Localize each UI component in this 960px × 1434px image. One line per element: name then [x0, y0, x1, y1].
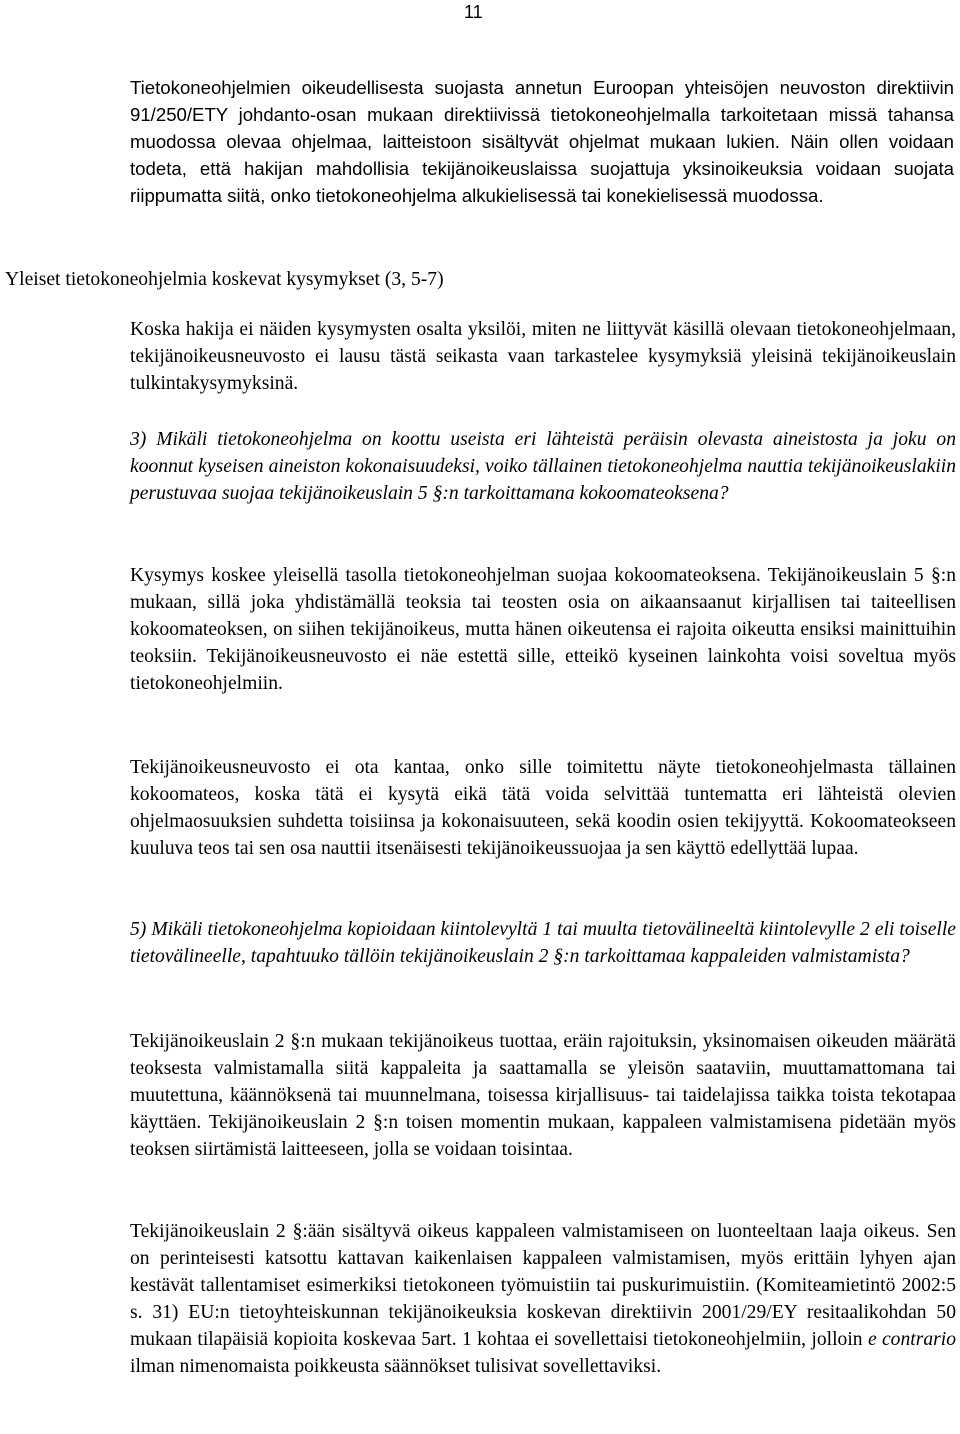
- question-5: 5) Mikäli tietokoneohjelma kopioidaan kiintolevyltä 1 tai muulta tietovälineeltä kiintolevylle 2 eli toiselle tietovälineelle, tapahtuuko tällöin tekijänoikeuslain 2 §:n tarkoittamaa kappaleiden valmistamista?: [130, 919, 956, 967]
- section-heading: Yleiset tietokoneohjelmia koskevat kysymykset (3, 5-7): [5, 269, 444, 290]
- answer-5-paragraph-2-text-start: Tekijänoikeuslain 2 §:ään sisältyvä oikeus kappaleen valmistamiseen on luonteeltaan laaja oikeus. Sen on perinteisesti katsottu kattavan kaikenlaisen kappaleen valmistamisen, myös erittäin lyhyen ajan kestävät tallentamiset esimerkiksi tietokoneen työmuistiin tai puskurimuistiin. (Komiteamietintö 2002:5 s. 31) EU:n tietoyhteiskunnan tekijänoikeuksia koskevan direktiivin 2001/29/EY resitaalikohdan 50 mukaan tilapäisiä kopioita koskevaa 5art. 1 kohtaa ei sovellettaisi tietokoneohjelmiin, jolloin: [130, 1221, 956, 1350]
- answer-5-paragraph-2-text-end: ilman nimenomaista poikkeusta säännökset tulisivat sovellettaviksi.: [130, 1356, 662, 1377]
- answer-5-paragraph-2: [130, 1218, 956, 1380]
- intro-paragraph: Tietokoneohjelmien oikeudellisesta suojasta annetun Euroopan yhteisöjen neuvoston direktiivin 91/250/ETY johdanto-osan mukaan direktiivissä tietokoneohjelmalla tarkoitetaan missä tahansa muodossa olevaa ohjelmaa, laitteistoon sisältyvät ohjelmat mukaan lukien. Näin ollen voidaan todeta, että hakijan mahdollisia tekijänoikeuslaissa suojattuja yksinoikeuksia voidaan suojata riippumatta siitä, onko tietokoneohjelma alkukielisessä tai konekielisessä muodossa.: [130, 77, 954, 206]
- question-3: 3) Mikäli tietokoneohjelma on koottu useista eri lähteistä peräisin olevasta aineistosta ja joku on koonnut kyseisen aineiston kokonaisuudeksi, voiko tällainen tietokoneohjelma nauttia tekijänoikeuslakiin perustuvaa suojaa tekijänoikeuslain 5 §:n tarkoittamana kokoomateoksena?: [130, 429, 956, 504]
- answer-3-paragraph-2: Tekijänoikeusneuvosto ei ota kantaa, onko sille toimitettu näyte tietokoneohjelmasta tällainen kokoomateos, koska tätä ei kysytä eikä tätä voida selvittää tuntematta eri lähteistä olevien ohjelmaosuuksien suhdetta toisiinsa ja kokonaisuuteen, sekä koodin osien tekijyyttä. Kokoomateokseen kuuluva teos tai sen osa nauttii itsenäisesti tekijänoikeussuojaa ja sen käyttö edellyttää lupaa.: [130, 757, 956, 859]
- general-paragraph: Koska hakija ei näiden kysymysten osalta yksilöi, miten ne liittyvät käsillä olevaan tietokoneohjelmaan, tekijänoikeusneuvosto ei lausu tästä seikasta vaan tarkastelee kysymyksiä yleisinä tekijänoikeuslain tulkintakysymyksinä.: [130, 319, 956, 394]
- answer-5-paragraph-1: Tekijänoikeuslain 2 §:n mukaan tekijänoikeus tuottaa, eräin rajoituksin, yksinomaisen oikeuden määrätä teoksesta valmistamalla siitä kappaleita ja saattamalla se yleisön saataviin, muuttamattomana tai muutettuna, käännöksenä tai muunnelmana, toisessa kirjallisuus- tai taidelajissa taikka toista tekotapaa käyttäen. Tekijänoikeuslain 2 §:n toisen momentin mukaan, kappaleen valmistamisena pidetään myös teoksen siirtämistä laitteeseen, jolla se voidaan toisintaa.: [130, 1031, 956, 1160]
- answer-3-paragraph-1: Kysymys koskee yleisellä tasolla tietokoneohjelman suojaa kokoomateoksena. Tekijänoikeuslain 5 §:n mukaan, sillä joka yhdistämällä teoksia tai teosten osia on aikaansaanut kirjallisen tai taiteellisen kokoomateoksen, on siihen tekijänoikeus, mutta hänen oikeutensa ei rajoita oikeutta ensiksi mainittuihin teoksiin. Tekijänoikeusneuvosto ei näe estettä sille, etteikö kyseinen lainkohta voisi soveltua myös tietokoneohjelmiin.: [130, 565, 956, 694]
- page-number: 11: [464, 2, 483, 22]
- latin-phrase: e contrario: [867, 1329, 957, 1350]
